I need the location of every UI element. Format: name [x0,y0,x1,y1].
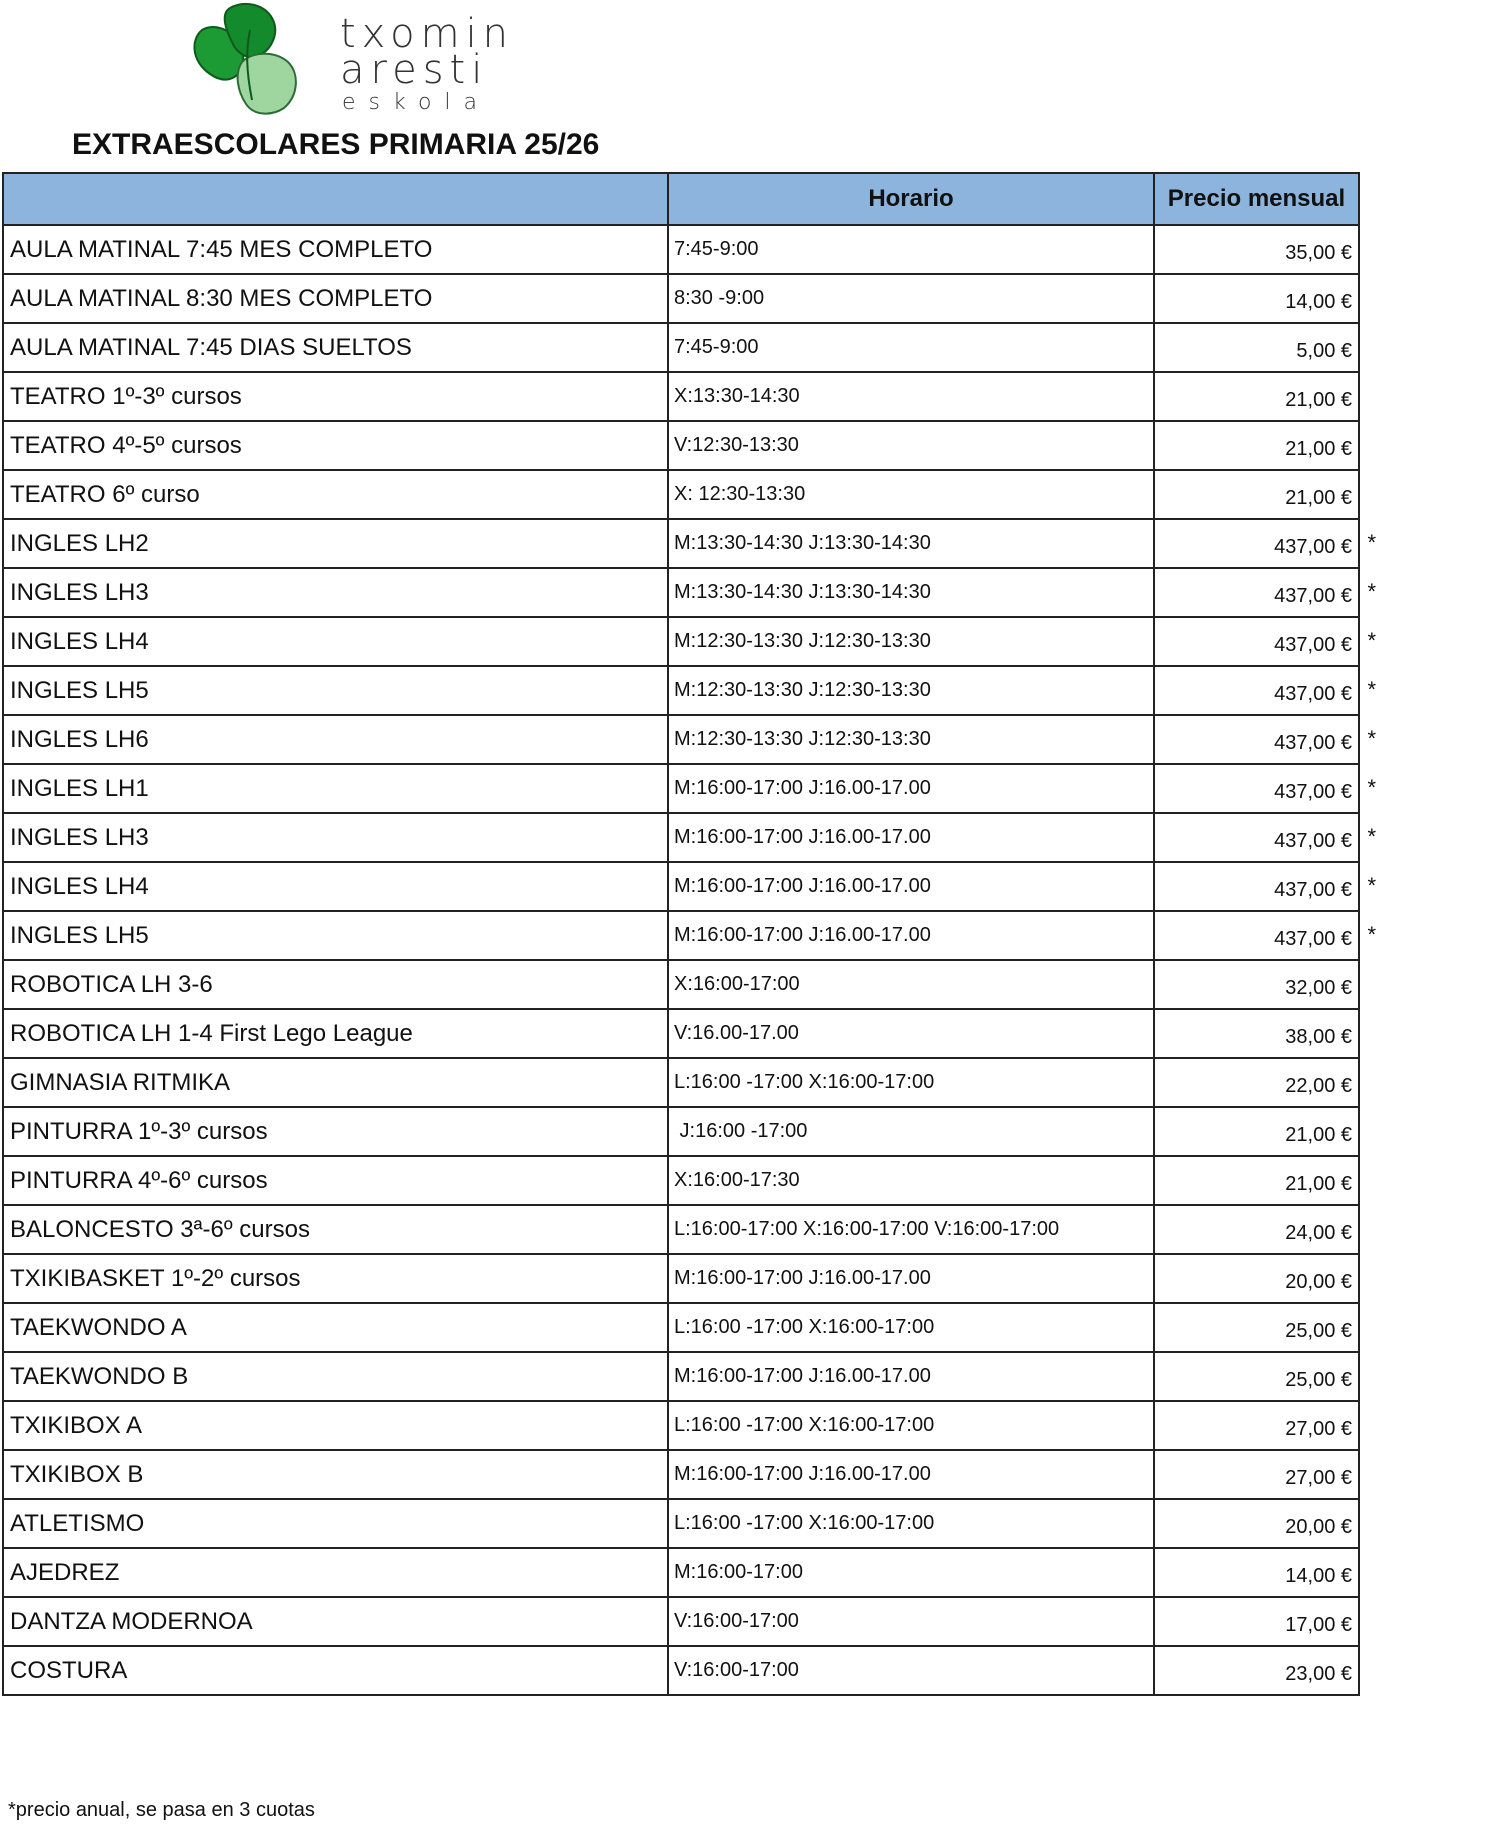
activity-name: INGLES LH3 [3,568,668,617]
activity-schedule: J:16:00 -17:00 [668,1107,1154,1156]
activity-name: PINTURRA 4º-6º cursos [3,1156,668,1205]
activity-name: TXIKIBOX B [3,1450,668,1499]
activity-price: 27,00 € [1285,1418,1352,1440]
activity-price: 35,00 € [1285,242,1352,264]
activity-name: ROBOTICA LH 1-4 First Lego League [3,1009,668,1058]
clover-logo-icon [180,0,310,118]
activity-price: 24,00 € [1285,1222,1352,1244]
activity-price-cell [1154,1450,1359,1499]
table-row [3,1254,1359,1303]
table-row [3,274,1359,323]
table-row [3,666,1359,715]
activity-price: 5,00 € [1296,340,1352,362]
table-row [3,1156,1359,1205]
activity-price: 21,00 € [1285,438,1352,460]
activity-price-cell [1154,764,1376,813]
activity-name: TXIKIBOX A [3,1401,668,1450]
activity-price: 437,00 € [1274,683,1352,705]
activity-price-cell [1154,470,1359,519]
activity-price-cell [1154,813,1376,862]
annual-price-marker: * [1367,579,1376,604]
table-row [3,519,1359,568]
activity-price: 21,00 € [1285,487,1352,509]
activity-price-cell [1154,274,1359,323]
activity-schedule: L:16:00 -17:00 X:16:00-17:00 [668,1058,1154,1107]
activity-price-cell [1154,960,1359,1009]
activity-schedule: L:16:00 -17:00 X:16:00-17:00 [668,1303,1154,1352]
table-row [3,862,1359,911]
activity-price-cell [1154,862,1376,911]
table-row [3,1205,1359,1254]
activity-price: 23,00 € [1285,1663,1352,1685]
activity-schedule: X:16:00-17:30 [668,1156,1154,1205]
activity-price-cell [1154,1205,1359,1254]
annual-price-marker: * [1367,873,1376,898]
activity-price-cell [1154,1499,1359,1548]
activity-price: 21,00 € [1285,1173,1352,1195]
activity-price: 27,00 € [1285,1467,1352,1489]
table-row [3,568,1359,617]
activity-price: 38,00 € [1285,1026,1352,1048]
activities-table [2,172,1376,1696]
activity-schedule: M:16:00-17:00 J:16.00-17.00 [668,813,1154,862]
activity-price: 21,00 € [1285,1124,1352,1146]
activity-price-cell [1154,1646,1359,1695]
activity-price-cell [1154,1352,1359,1401]
activity-price-cell [1154,1058,1359,1107]
activity-price: 14,00 € [1285,1565,1352,1587]
activity-name: INGLES LH2 [3,519,668,568]
activity-price-cell [1154,421,1359,470]
activity-schedule: X:13:30-14:30 [668,372,1154,421]
activity-price: 437,00 € [1274,928,1352,950]
activity-price: 20,00 € [1285,1271,1352,1293]
activity-name: INGLES LH5 [3,666,668,715]
annual-price-marker: * [1367,922,1376,947]
table-row [3,1450,1359,1499]
activity-schedule: 8:30 -9:00 [668,274,1154,323]
activity-name: ROBOTICA LH 3-6 [3,960,668,1009]
activity-name: INGLES LH3 [3,813,668,862]
activity-name: TEATRO 4º-5º cursos [3,421,668,470]
activity-name: DANTZA MODERNOA [3,1597,668,1646]
header-monthly-price: Precio mensual [1154,173,1359,225]
activity-price: 25,00 € [1285,1320,1352,1342]
activity-schedule: 7:45-9:00 [668,323,1154,372]
activity-schedule: L:16:00 -17:00 X:16:00-17:00 [668,1401,1154,1450]
activity-schedule: M:16:00-17:00 J:16.00-17.00 [668,764,1154,813]
activity-price: 437,00 € [1274,879,1352,901]
activity-price: 437,00 € [1274,585,1352,607]
activity-price: 437,00 € [1274,781,1352,803]
activity-schedule: M:13:30-14:30 J:13:30-14:30 [668,519,1154,568]
activity-name: TXIKIBASKET 1º-2º cursos [3,1254,668,1303]
table-row [3,1352,1359,1401]
activity-price-cell [1154,1597,1359,1646]
activity-name: AULA MATINAL 7:45 MES COMPLETO [3,225,668,274]
activity-name: BALONCESTO 3ª-6º cursos [3,1205,668,1254]
activity-schedule: M:13:30-14:30 J:13:30-14:30 [668,568,1154,617]
activity-price-cell [1154,1401,1359,1450]
activity-price: 20,00 € [1285,1516,1352,1538]
table-body [3,225,1376,1695]
table-row [3,1401,1359,1450]
table-header-row [3,173,1359,225]
activity-price-cell [1154,666,1376,715]
table-row [3,617,1359,666]
activity-schedule: V:16:00-17:00 [668,1597,1154,1646]
activity-name: INGLES LH5 [3,911,668,960]
activity-name: INGLES LH4 [3,617,668,666]
activity-price: 437,00 € [1274,634,1352,656]
table-row [3,1058,1359,1107]
activity-schedule: V:16.00-17.00 [668,1009,1154,1058]
activity-price-cell [1154,568,1376,617]
activity-price: 14,00 € [1285,291,1352,313]
activity-schedule: X: 12:30-13:30 [668,470,1154,519]
table-row [3,1499,1359,1548]
activity-schedule: M:16:00-17:00 [668,1548,1154,1597]
table-row [3,1303,1359,1352]
activity-price: 437,00 € [1274,732,1352,754]
logo-line-aresti: aresti [340,47,489,93]
activity-name: COSTURA [3,1646,668,1695]
annual-price-marker: * [1367,677,1376,702]
activity-price: 32,00 € [1285,977,1352,999]
activity-schedule: M:16:00-17:00 J:16.00-17.00 [668,862,1154,911]
header-activity [3,173,668,225]
table-row [3,225,1359,274]
activity-schedule: M:16:00-17:00 J:16.00-17.00 [668,1254,1154,1303]
table-row [3,764,1359,813]
annual-price-marker: * [1367,775,1376,800]
footnote: *precio anual, se pasa en 3 cuotas [8,1799,315,1821]
activity-price-cell [1154,1156,1359,1205]
activity-schedule: L:16:00 -17:00 X:16:00-17:00 [668,1499,1154,1548]
activity-name: ATLETISMO [3,1499,668,1548]
activity-price-cell [1154,1254,1359,1303]
table-row [3,421,1359,470]
activity-price-cell [1154,1548,1359,1597]
activity-name: TEATRO 1º-3º cursos [3,372,668,421]
activity-name: TAEKWONDO A [3,1303,668,1352]
activity-schedule: 7:45-9:00 [668,225,1154,274]
table-row [3,715,1359,764]
activity-name: INGLES LH4 [3,862,668,911]
activity-price-cell [1154,519,1376,568]
table-row [3,1009,1359,1058]
activity-schedule: M:12:30-13:30 J:12:30-13:30 [668,666,1154,715]
activity-schedule: V:16:00-17:00 [668,1646,1154,1695]
table-row [3,323,1359,372]
logo-wordmark [340,11,515,115]
table-row [3,1597,1359,1646]
activity-price: 437,00 € [1274,830,1352,852]
table-row [3,960,1359,1009]
activity-price-cell [1154,225,1359,274]
activity-price: 25,00 € [1285,1369,1352,1391]
annual-price-marker: * [1367,530,1376,555]
table-row [3,813,1359,862]
table-row [3,372,1359,421]
logo-line-txomin: txomin [340,11,515,57]
activity-price-cell [1154,715,1376,764]
page-title: EXTRAESCOLARES PRIMARIA 25/26 [72,128,600,161]
activity-price-cell [1154,372,1359,421]
activity-schedule: X:16:00-17:00 [668,960,1154,1009]
table-row [3,911,1359,960]
activity-name: AULA MATINAL 7:45 DIAS SUELTOS [3,323,668,372]
table-row [3,1107,1359,1156]
activity-name: GIMNASIA RITMIKA [3,1058,668,1107]
activity-name: INGLES LH6 [3,715,668,764]
logo-line-eskola: eskola [342,90,491,115]
activity-price-cell [1154,911,1376,960]
activity-price: 22,00 € [1285,1075,1352,1097]
activity-price: 21,00 € [1285,389,1352,411]
annual-price-marker: * [1367,726,1376,751]
activity-price-cell [1154,1303,1359,1352]
activity-name: AJEDREZ [3,1548,668,1597]
activity-price-cell [1154,323,1359,372]
activity-price-cell [1154,1009,1359,1058]
header-schedule: Horario [668,173,1154,225]
table-row [3,1548,1359,1597]
activity-schedule: V:12:30-13:30 [668,421,1154,470]
activity-schedule: M:16:00-17:00 J:16.00-17.00 [668,1352,1154,1401]
table-row [3,470,1359,519]
activity-name: TAEKWONDO B [3,1352,668,1401]
activity-price: 17,00 € [1285,1614,1352,1636]
activity-name: PINTURRA 1º-3º cursos [3,1107,668,1156]
activity-price-cell [1154,1107,1359,1156]
annual-price-marker: * [1367,628,1376,653]
annual-price-marker: * [1367,824,1376,849]
activity-schedule: M:16:00-17:00 J:16.00-17.00 [668,1450,1154,1499]
school-logo [180,0,515,118]
activity-schedule: M:12:30-13:30 J:12:30-13:30 [668,715,1154,764]
activity-name: INGLES LH1 [3,764,668,813]
activity-name: AULA MATINAL 8:30 MES COMPLETO [3,274,668,323]
table-row [3,1646,1359,1695]
activity-schedule: M:12:30-13:30 J:12:30-13:30 [668,617,1154,666]
activity-schedule: L:16:00-17:00 X:16:00-17:00 V:16:00-17:00 [668,1205,1154,1254]
activity-price: 437,00 € [1274,536,1352,558]
activity-price-cell [1154,617,1376,666]
activity-schedule: M:16:00-17:00 J:16.00-17.00 [668,911,1154,960]
activity-name: TEATRO 6º curso [3,470,668,519]
